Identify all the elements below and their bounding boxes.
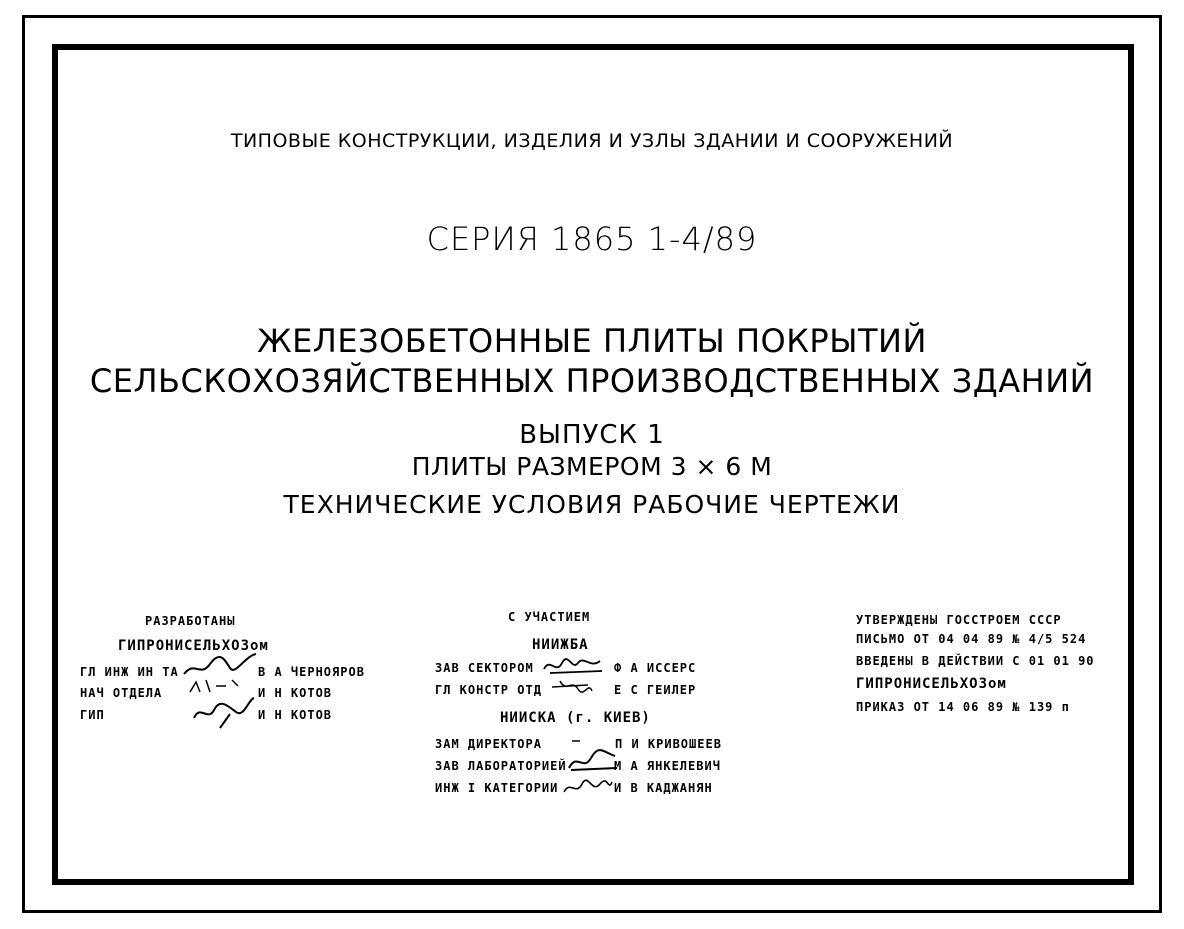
subtitle-size: ПЛИТЫ РАЗМЕРОМ 3 × 6 М (411, 452, 773, 481)
series-number: СЕРИЯ 1865 1-4/89 (426, 220, 758, 258)
title-line-2: СЕЛЬСКОХОЗЯЙСТВЕННЫХ ПРОИЗВОДСТВЕННЫХ ЗДАНИЙ (89, 362, 1095, 400)
signature-kadzhanyan (560, 774, 616, 800)
center-name-1: Ф А ИССЕРС (614, 661, 697, 675)
center-name-4: М А ЯНКЕЛЕВИЧ (614, 759, 721, 773)
center-name-2: Е С ГЕИЛЕР (614, 683, 697, 697)
header-text: ТИПОВЫЕ КОНСТРУКЦИИ, ИЗДЕЛИЯ И УЗЛЫ ЗДАНИИ И СООРУЖЕНИЙ (230, 130, 954, 152)
title-line-1: ЖЕЛЕЗОБЕТОННЫЕ ПЛИТЫ ПОКРЫТИЙ (257, 322, 927, 360)
issue-number: ВЫПУСК 1 (519, 420, 665, 450)
signature-geiler (548, 675, 598, 697)
right-line-1: УТВЕРЖДЕНЫ ГОССТРОЕМ СССР (856, 613, 1062, 627)
right-line-2: ПИСЬМО ОТ 04 04 89 № 4/5 524 (856, 632, 1087, 646)
right-line-5: ПРИКАЗ ОТ 14 06 89 № 139 п (856, 700, 1070, 714)
left-org: ГИПРОНИСЕЛЬХОЗом (118, 638, 269, 654)
center-role-1: ЗАВ СЕКТОРОМ (435, 661, 534, 675)
left-name-3: И Н КОТОВ (258, 708, 333, 722)
center-role-3: ЗАМ ДИРЕКТОРА (435, 737, 542, 751)
left-heading: РАЗРАБОТАНЫ (145, 614, 236, 628)
center-heading: С УЧАСТИЕМ (508, 610, 591, 624)
center-role-4: ЗАВ ЛАБОРАТОРИЕЙ (435, 759, 567, 773)
left-name-1: В А ЧЕРНОЯРОВ (258, 665, 365, 679)
left-name-2: И Н КОТОВ (258, 686, 333, 700)
center-org-1: НИИЖБА (532, 637, 589, 653)
left-role-1: ГЛ ИНЖ ИН ТА (80, 665, 179, 679)
subtitle-content: ТЕХНИЧЕСКИЕ УСЛОВИЯ РАБОЧИЕ ЧЕРТЕЖИ (283, 490, 901, 519)
signature-krivosheev (568, 733, 588, 747)
signature-yankelevich (565, 748, 620, 776)
signature-kotov-1 (186, 676, 246, 698)
right-line-3: ВВЕДЕНЫ В ДЕЙСТВИИ С 01 01 90 (856, 654, 1095, 668)
center-name-5: И В КАДЖАНЯН (614, 781, 713, 795)
center-role-2: ГЛ КОНСТР ОТД (435, 683, 542, 697)
left-role-3: ГИП (80, 708, 105, 722)
center-org-2: НИИСКА (г. КИЕВ) (500, 710, 651, 726)
center-role-5: ИНЖ I КАТЕГОРИИ (435, 781, 559, 795)
center-name-3: П И КРИВОШЕЕВ (615, 737, 722, 751)
right-line-4: ГИПРОНИСЕЛЬХОЗом (856, 676, 1007, 692)
left-role-2: НАЧ ОТДЕЛА (80, 686, 163, 700)
signature-issers (540, 653, 610, 677)
signature-kotov-2 (190, 696, 260, 730)
